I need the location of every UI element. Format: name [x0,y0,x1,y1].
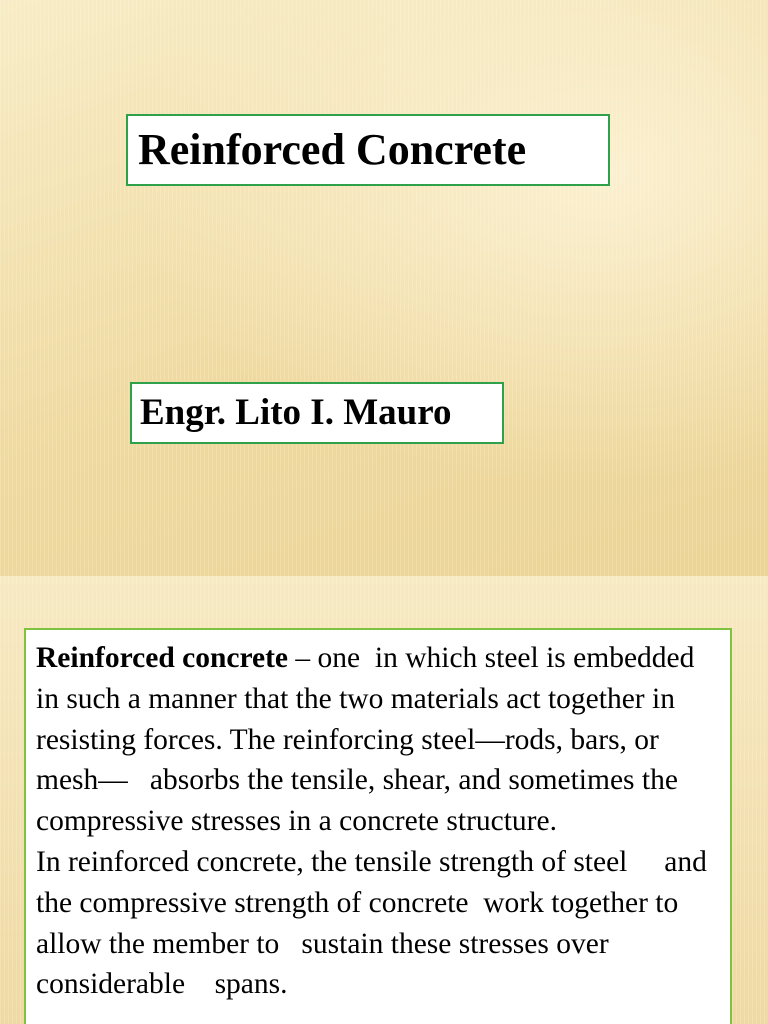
slide-title: Reinforced Concrete [126,114,610,186]
definition-paragraph [36,638,720,842]
definition-text-box [24,628,732,1024]
definition-text: – one in which steel is embedded in such a manner that the two materials act together in resisting forces. The reinforcing steel—rods, bars, or mesh— absorbs the tensile, shear, and sometimes the compressive stresses in a concrete structure. [36,642,702,838]
author-name: Engr. Lito I. Mauro [130,382,504,444]
explanation-paragraph: In reinforced concrete, the tensile strength of steel and the compressive strength of concrete work together to allow the member to sustain these stresses over considerable spans. [36,845,715,1001]
defined-term: Reinforced concrete [36,642,289,674]
content-slide [0,576,768,1024]
